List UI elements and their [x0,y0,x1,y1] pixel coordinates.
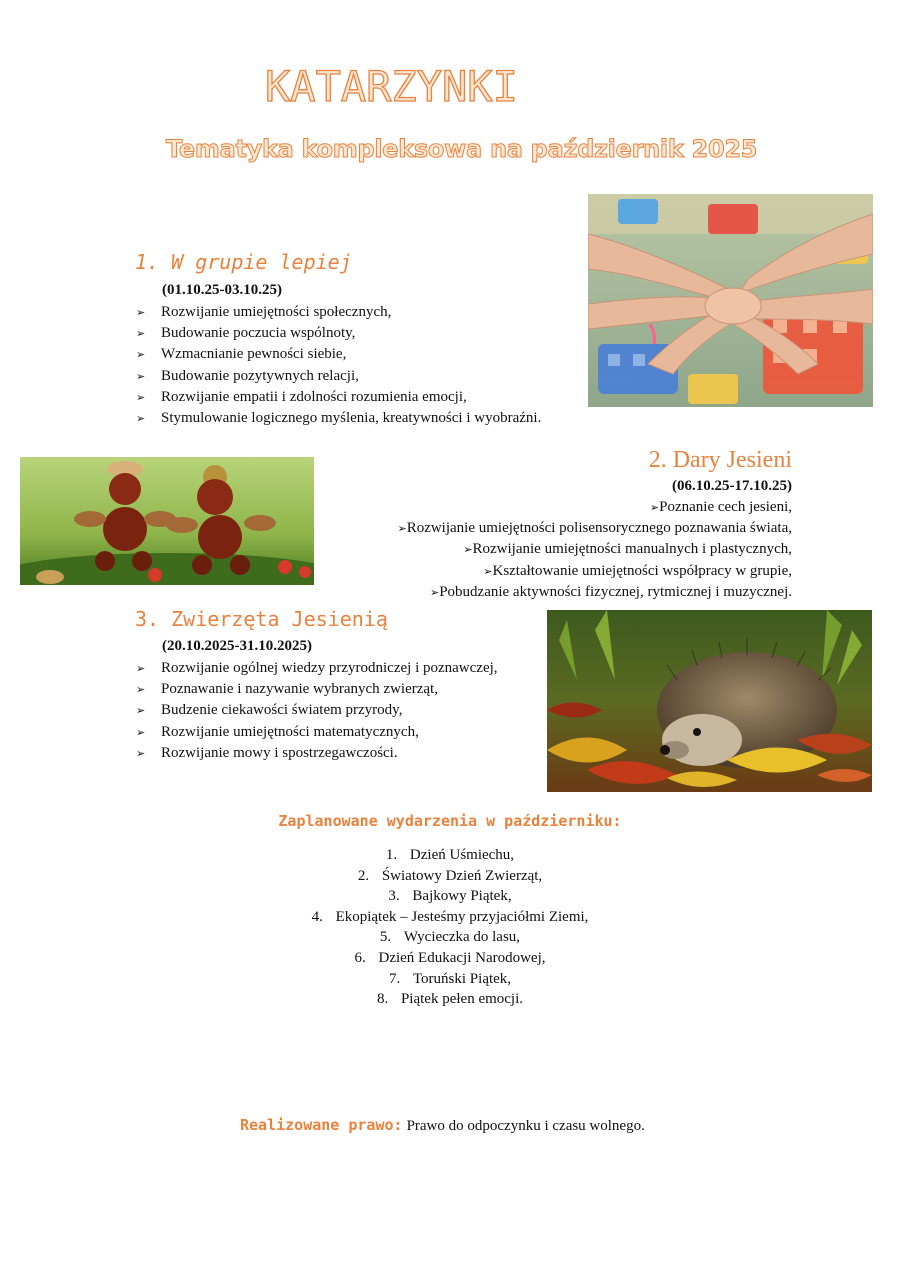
section2-list [382,497,792,603]
list-item: ➢ Rozwijanie mowy i spostrzegawczości. [136,743,498,764]
section2-heading: 2. Dary Jesieni [648,447,792,473]
hedgehog-illustration [547,610,872,792]
footer-label: Realizowane prawo: [240,1116,403,1134]
chestnut-figures-photo [20,457,314,585]
hedgehog-photo [547,610,872,792]
list-item: ➢ Stymulowanie logicznego myślenia, kreatywności i wyobraźni. [136,408,541,429]
arrow-bullet-icon: ➢ [483,564,493,578]
footer-text: Prawo do odpoczynku i czasu wolnego. [406,1118,645,1134]
section1-heading: 1. W grupie lepiej [135,250,352,274]
arrow-bullet-icon: ➢ [136,306,146,319]
list-item: ➢ Wzmacnianie pewności siebie, [136,344,541,365]
arrow-bullet-icon: ➢ [136,369,146,383]
section3-dates: (20.10.2025-31.10.2025) [162,638,312,654]
list-item: ➢Poznanie cech jesieni, [382,497,792,518]
arrow-bullet-icon: ➢ [136,662,146,675]
list-item: ➢Rozwijanie umiejętności manualnych i plastycznych, [382,539,792,560]
footer [240,1116,645,1135]
events-list [250,845,650,1010]
page-title: KATARZYNKI [265,62,518,111]
list-item: ➢ Rozwijanie empatii i zdolności rozumienia emocji, [136,387,541,408]
list-item: 4. Ekopiątek – Jesteśmy przyjaciółmi Ziemi, [311,908,589,925]
list-item: 7. Toruński Piątek, [388,970,512,987]
hands-together-illustration [588,194,873,407]
section1-dates: (01.10.25-03.10.25) [162,282,282,298]
list-item: ➢ Budowanie pozytywnych relacji, [136,366,541,387]
arrow-bullet-icon: ➢ [649,501,660,514]
page-subtitle: Tematyka kompleksowa na październik 2025 [166,135,758,163]
section1-list [136,302,541,429]
list-item: ➢ Rozwijanie umiejętności matematycznych, [136,722,498,743]
list-item: 8. Piątek pełen emocji. [376,991,524,1008]
list-item: 6. Dzień Edukacji Narodowej, [354,949,546,966]
list-item: ➢Pobudzanie aktywności fizycznej, rytmicznej i muzycznej. [382,582,792,603]
list-item: ➢ Rozwijanie ogólnej wiedzy przyrodniczej i poznawczej, [136,658,498,679]
arrow-bullet-icon: ➢ [136,746,146,760]
arrow-bullet-icon: ➢ [429,585,440,599]
arrow-bullet-icon: ➢ [136,725,146,739]
arrow-bullet-icon: ➢ [136,412,146,426]
arrow-bullet-icon: ➢ [136,348,146,362]
arrow-bullet-icon: ➢ [136,704,146,718]
section3-heading: 3. Zwierzęta Jesienią [135,607,388,631]
section3-list [136,658,498,764]
list-item: ➢Kształtowanie umiejętności współpracy w grupie, [382,561,792,582]
list-item: ➢Rozwijanie umiejętności polisensorycznego poznawania świata, [382,518,792,539]
list-item: 3. Bajkowy Piątek, [388,888,512,905]
arrow-bullet-icon: ➢ [463,543,473,557]
arrow-bullet-icon: ➢ [136,327,146,341]
list-item: ➢ Rozwijanie umiejętności społecznych, [136,302,541,323]
section2-dates: (06.10.25-17.10.25) [672,478,792,494]
chestnut-figures-illustration [20,457,314,585]
arrow-bullet-icon: ➢ [397,522,407,536]
events-heading: Zaplanowane wydarzenia w październiku: [278,812,622,830]
list-item: 1. Dzień Uśmiechu, [385,847,515,863]
list-item: ➢ Budowanie poczucia wspólnoty, [136,323,541,344]
arrow-bullet-icon: ➢ [136,683,146,697]
arrow-bullet-icon: ➢ [136,390,146,404]
list-item: 5. Wycieczka do lasu, [379,929,521,946]
list-item: ➢ Budzenie ciekawości światem przyrody, [136,700,498,721]
list-item: 2. Światowy Dzień Zwierząt, [357,867,543,884]
list-item: ➢ Poznawanie i nazywanie wybranych zwierząt, [136,679,498,700]
hands-together-photo [588,194,873,407]
